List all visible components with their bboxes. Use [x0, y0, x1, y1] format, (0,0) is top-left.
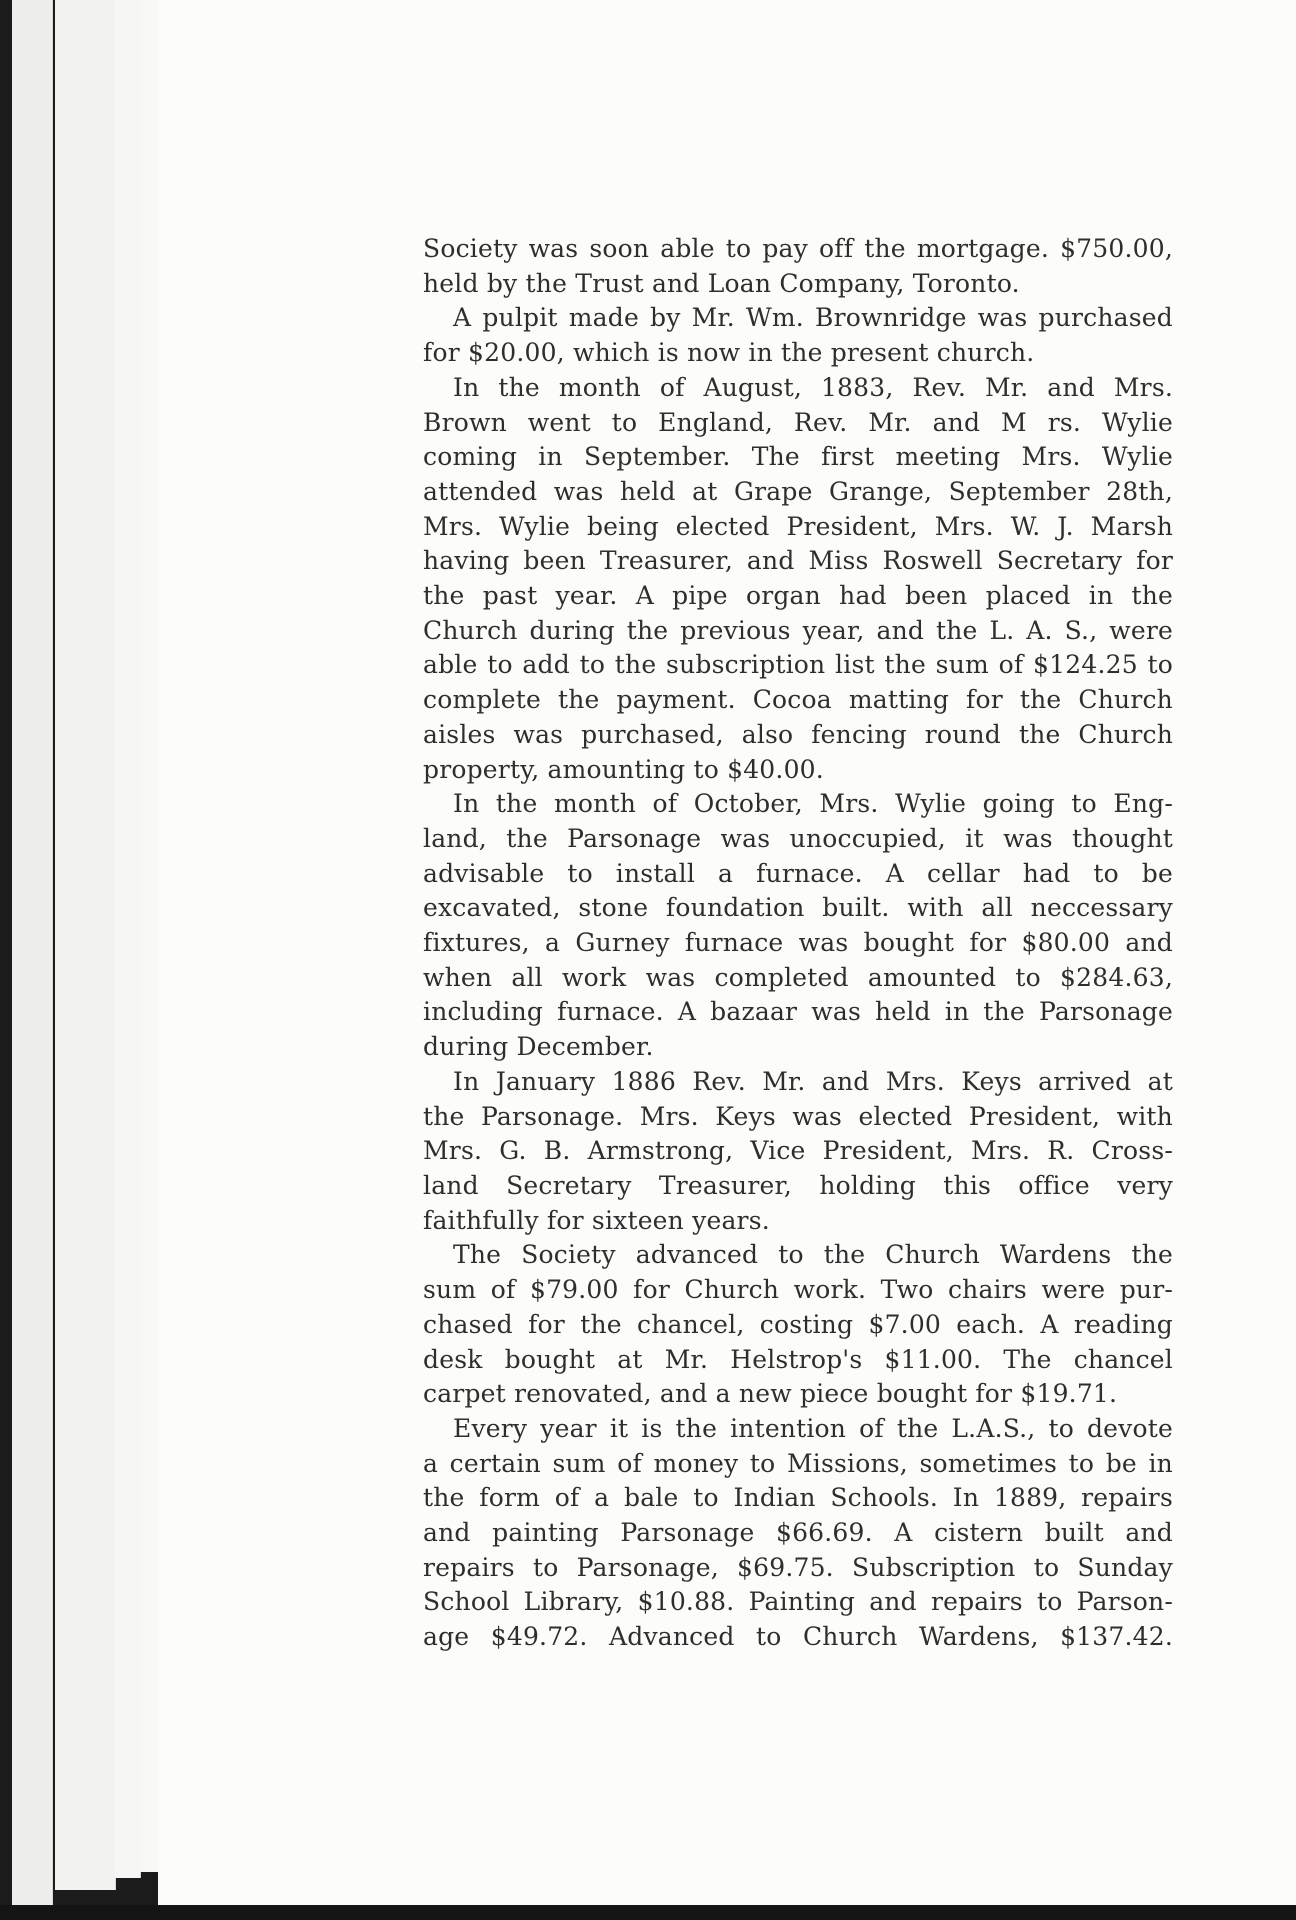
text-line: land Secretary Treasurer, holding this office very — [423, 1170, 1173, 1200]
text-line: coming in September. The first meeting Mrs. Wylie — [423, 442, 1173, 472]
text-line: held by the Trust and Loan Company, Toronto. — [423, 268, 1020, 298]
text-line: advisable to install a furnace. A cellar had to be — [423, 858, 1173, 888]
text-line: the past year. A pipe organ had been placed in the — [423, 581, 1173, 611]
text-line: when all work was completed amounted to $284.63, — [423, 962, 1173, 992]
text-line: desk bought at Mr. Helstrop's $11.00. The chancel — [423, 1344, 1173, 1374]
body-text — [423, 232, 1173, 1655]
text-line: the Parsonage. Mrs. Keys was elected President, with — [423, 1101, 1173, 1131]
page-edge — [55, 0, 116, 1890]
text-line: Society was soon able to pay off the mortgage. $750.00, — [423, 234, 1173, 263]
page-edge — [12, 0, 53, 1905]
text-line: The Society advanced to the Church Wardens the — [453, 1240, 1173, 1270]
text-line: property, amounting to $40.00. — [423, 754, 824, 784]
text-line: for $20.00, which is now in the present church. — [423, 338, 1035, 368]
text-line: chased for the chancel, costing $7.00 each. A reading — [423, 1309, 1173, 1339]
text-line: Mrs. Wylie being elected President, Mrs. W. J. Marsh — [423, 511, 1173, 541]
text-line: attended was held at Grape Grange, September 28th, — [423, 476, 1173, 506]
text-line: age $49.72. Advanced to Church Wardens, $137.42. — [423, 1622, 1173, 1652]
text-line: In January 1886 Rev. Mr. and Mrs. Keys arrived at — [453, 1066, 1173, 1096]
text-line: excavated, stone foundation built. with all neccessary — [423, 893, 1173, 923]
scanner-bed-edge — [0, 1905, 1296, 1920]
text-line: the form of a bale to Indian Schools. In 1889, repairs — [423, 1483, 1173, 1513]
text-line: Brown went to England, Rev. Mr. and M rs. Wylie — [423, 407, 1173, 437]
text-line: Mrs. G. B. Armstrong, Vice President, Mrs. R. Cross- — [423, 1136, 1173, 1166]
text-line: A pulpit made by Mr. Wm. Brownridge was purchased — [453, 303, 1173, 333]
text-line: able to add to the subscription list the sum of $124.25 to — [423, 650, 1173, 680]
text-line: School Library, $10.88. Painting and repairs to Parson- — [423, 1587, 1173, 1617]
page-edge — [115, 0, 141, 1878]
text-line: aisles was purchased, also fencing round the Church — [423, 719, 1173, 749]
text-line: Every year it is the intention of the L.A.S., to devote — [453, 1413, 1173, 1443]
text-line: In the month of August, 1883, Rev. Mr. and Mrs. — [453, 372, 1173, 402]
text-line: carpet renovated, and a new piece bought for $19.71. — [423, 1379, 1118, 1409]
text-line: faithfully for sixteen years. — [423, 1205, 770, 1235]
text-line: Church during the previous year, and the L. A. S., were — [423, 615, 1173, 645]
text-line: land, the Parsonage was unoccupied, it was thought — [423, 823, 1173, 853]
text-line: a certain sum of money to Missions, sometimes to be in — [423, 1448, 1173, 1478]
text-line: during December. — [423, 1032, 654, 1062]
text-line: fixtures, a Gurney furnace was bought for $80.00 and — [423, 928, 1173, 958]
text-line: and painting Parsonage $66.69. A cistern built and — [423, 1518, 1173, 1548]
text-line: complete the payment. Cocoa matting for the Church — [423, 685, 1173, 715]
text-line: In the month of October, Mrs. Wylie going to Eng- — [453, 789, 1173, 819]
text-line: repairs to Parsonage, $69.75. Subscription to Sunday — [423, 1552, 1173, 1582]
text-line: sum of $79.00 for Church work. Two chairs were pur- — [423, 1275, 1173, 1305]
text-line: having been Treasurer, and Miss Roswell Secretary for — [423, 546, 1173, 576]
text-line: including furnace. A bazaar was held in the Parsonage — [423, 997, 1173, 1027]
